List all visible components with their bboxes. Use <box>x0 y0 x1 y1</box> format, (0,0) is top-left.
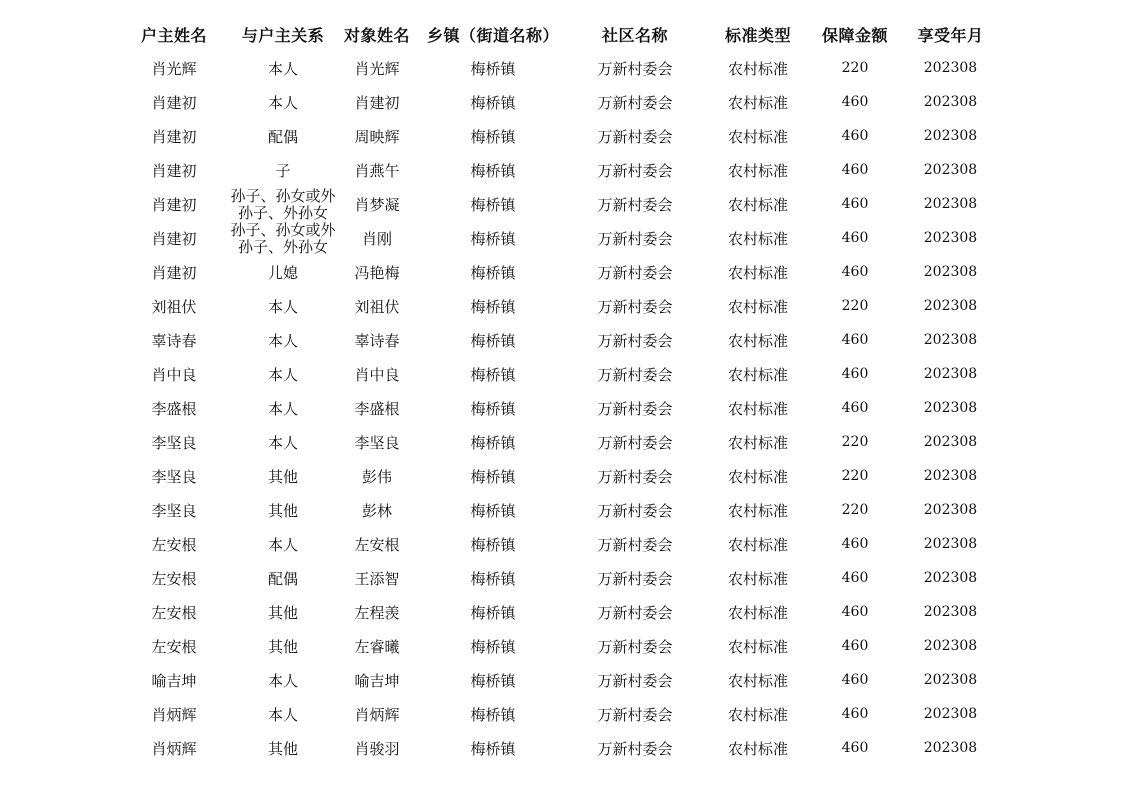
benefit-roster-table <box>118 17 1005 765</box>
recipient-name-cell: 肖燕午 <box>354 161 400 180</box>
household-head-cell: 李坚良 <box>151 467 197 486</box>
recipient-name-cell: 肖光辉 <box>354 59 400 78</box>
community-cell: 万新村委会 <box>597 467 673 486</box>
table-row <box>118 663 1005 697</box>
header-recipient-name: 对象姓名 <box>343 25 410 45</box>
period-cell: 202308 <box>923 196 978 212</box>
table-row <box>118 85 1005 119</box>
table-row <box>118 425 1005 459</box>
community-cell: 万新村委会 <box>597 535 673 554</box>
header-township: 乡镇（街道名称） <box>426 25 559 45</box>
standard-type-cell: 农村标准 <box>727 297 788 316</box>
household-head-cell: 李坚良 <box>151 501 197 520</box>
household-head-cell: 肖建初 <box>151 229 197 248</box>
amount-cell: 220 <box>841 298 869 314</box>
table-row <box>118 561 1005 595</box>
township-cell: 梅桥镇 <box>470 59 516 78</box>
table-row <box>118 391 1005 425</box>
amount-cell: 460 <box>841 400 869 416</box>
township-cell: 梅桥镇 <box>470 705 516 724</box>
amount-cell: 460 <box>841 536 869 552</box>
household-head-cell: 李坚良 <box>151 433 197 452</box>
table-row <box>118 459 1005 493</box>
amount-cell: 220 <box>841 60 869 76</box>
relation-cell: 配偶 <box>267 569 298 588</box>
community-cell: 万新村委会 <box>597 263 673 282</box>
period-cell: 202308 <box>923 264 978 280</box>
township-cell: 梅桥镇 <box>470 331 516 350</box>
table-row <box>118 119 1005 153</box>
recipient-name-cell: 冯艳梅 <box>354 263 400 282</box>
table-row <box>118 697 1005 731</box>
table-row <box>118 153 1005 187</box>
household-head-cell: 左安根 <box>151 569 197 588</box>
amount-cell: 460 <box>841 366 869 382</box>
township-cell: 梅桥镇 <box>470 535 516 554</box>
header-period: 享受年月 <box>917 25 984 45</box>
relation-cell: 本人 <box>267 93 298 112</box>
relation-text: 孙子、孙女或外孙子、外孙女 <box>230 187 336 221</box>
community-cell: 万新村委会 <box>597 331 673 350</box>
household-head-cell: 喻吉坤 <box>151 671 197 690</box>
standard-type-cell: 农村标准 <box>727 569 788 588</box>
relation-cell: 其他 <box>267 501 298 520</box>
header-amount: 保障金额 <box>821 25 888 45</box>
period-cell: 202308 <box>923 638 978 654</box>
amount-cell: 460 <box>841 706 869 722</box>
community-cell: 万新村委会 <box>597 705 673 724</box>
standard-type-cell: 农村标准 <box>727 739 788 758</box>
standard-type-cell: 农村标准 <box>727 535 788 554</box>
household-head-cell: 左安根 <box>151 637 197 656</box>
standard-type-cell: 农村标准 <box>727 195 788 214</box>
amount-cell: 460 <box>841 332 869 348</box>
period-cell: 202308 <box>923 60 978 76</box>
recipient-name-cell: 肖骏羽 <box>354 739 400 758</box>
table-row <box>118 731 1005 765</box>
standard-type-cell: 农村标准 <box>727 671 788 690</box>
relation-cell: 其他 <box>267 603 298 622</box>
household-head-cell: 肖建初 <box>151 161 197 180</box>
period-cell: 202308 <box>923 740 978 756</box>
table-row <box>118 629 1005 663</box>
table-row <box>118 493 1005 527</box>
table-row <box>118 289 1005 323</box>
period-cell: 202308 <box>923 570 978 586</box>
relation-cell: 本人 <box>267 331 298 350</box>
community-cell: 万新村委会 <box>597 739 673 758</box>
amount-cell: 220 <box>841 502 869 518</box>
household-head-cell: 李盛根 <box>151 399 197 418</box>
recipient-name-cell: 李盛根 <box>354 399 400 418</box>
recipient-name-cell: 辜诗春 <box>354 331 400 350</box>
community-cell: 万新村委会 <box>597 603 673 622</box>
household-head-cell: 左安根 <box>151 535 197 554</box>
community-cell: 万新村委会 <box>597 93 673 112</box>
relation-cell: 本人 <box>267 59 298 78</box>
recipient-name-cell: 肖建初 <box>354 93 400 112</box>
relation-cell: 本人 <box>267 433 298 452</box>
table-row <box>118 221 1005 255</box>
community-cell: 万新村委会 <box>597 671 673 690</box>
amount-cell: 460 <box>841 264 869 280</box>
relation-text: 孙子、孙女或外孙子、外孙女 <box>230 221 336 255</box>
relation-cell: 本人 <box>267 297 298 316</box>
township-cell: 梅桥镇 <box>470 739 516 758</box>
recipient-name-cell: 左睿曦 <box>354 637 400 656</box>
relation-cell <box>230 187 336 221</box>
header-community: 社区名称 <box>601 25 668 45</box>
relation-cell: 本人 <box>267 399 298 418</box>
amount-cell: 460 <box>841 162 869 178</box>
recipient-name-cell: 彭伟 <box>361 467 392 486</box>
standard-type-cell: 农村标准 <box>727 59 788 78</box>
township-cell: 梅桥镇 <box>470 229 516 248</box>
header-standard-type: 标准类型 <box>724 25 791 45</box>
standard-type-cell: 农村标准 <box>727 161 788 180</box>
household-head-cell: 肖建初 <box>151 195 197 214</box>
township-cell: 梅桥镇 <box>470 569 516 588</box>
community-cell: 万新村委会 <box>597 195 673 214</box>
community-cell: 万新村委会 <box>597 433 673 452</box>
period-cell: 202308 <box>923 672 978 688</box>
household-head-cell: 肖建初 <box>151 263 197 282</box>
period-cell: 202308 <box>923 400 978 416</box>
standard-type-cell: 农村标准 <box>727 365 788 384</box>
amount-cell: 460 <box>841 196 869 212</box>
township-cell: 梅桥镇 <box>470 297 516 316</box>
community-cell: 万新村委会 <box>597 229 673 248</box>
amount-cell: 220 <box>841 468 869 484</box>
township-cell: 梅桥镇 <box>470 671 516 690</box>
table-row <box>118 323 1005 357</box>
township-cell: 梅桥镇 <box>470 127 516 146</box>
period-cell: 202308 <box>923 162 978 178</box>
township-cell: 梅桥镇 <box>470 637 516 656</box>
amount-cell: 460 <box>841 570 869 586</box>
township-cell: 梅桥镇 <box>470 501 516 520</box>
community-cell: 万新村委会 <box>597 569 673 588</box>
relation-cell: 本人 <box>267 705 298 724</box>
amount-cell: 460 <box>841 94 869 110</box>
period-cell: 202308 <box>923 128 978 144</box>
community-cell: 万新村委会 <box>597 637 673 656</box>
recipient-name-cell: 刘祖伏 <box>354 297 400 316</box>
period-cell: 202308 <box>923 434 978 450</box>
table-row <box>118 51 1005 85</box>
amount-cell: 460 <box>841 128 869 144</box>
relation-cell: 配偶 <box>267 127 298 146</box>
community-cell: 万新村委会 <box>597 297 673 316</box>
period-cell: 202308 <box>923 604 978 620</box>
relation-cell: 本人 <box>267 535 298 554</box>
document-page <box>118 17 1018 765</box>
period-cell: 202308 <box>923 468 978 484</box>
relation-cell: 其他 <box>267 637 298 656</box>
household-head-cell: 左安根 <box>151 603 197 622</box>
period-cell: 202308 <box>923 230 978 246</box>
standard-type-cell: 农村标准 <box>727 637 788 656</box>
header-relation: 与户主关系 <box>241 25 325 45</box>
recipient-name-cell: 彭林 <box>361 501 392 520</box>
table-row <box>118 187 1005 221</box>
relation-cell: 本人 <box>267 365 298 384</box>
period-cell: 202308 <box>923 332 978 348</box>
recipient-name-cell: 喻吉坤 <box>354 671 400 690</box>
household-head-cell: 辜诗春 <box>151 331 197 350</box>
amount-cell: 460 <box>841 638 869 654</box>
table-row <box>118 527 1005 561</box>
amount-cell: 460 <box>841 230 869 246</box>
relation-cell: 其他 <box>267 739 298 758</box>
relation-cell: 子 <box>275 161 291 180</box>
relation-cell <box>230 221 336 255</box>
household-head-cell: 肖光辉 <box>151 59 197 78</box>
recipient-name-cell: 肖梦凝 <box>354 195 400 214</box>
standard-type-cell: 农村标准 <box>727 229 788 248</box>
period-cell: 202308 <box>923 536 978 552</box>
relation-cell: 儿媳 <box>267 263 298 282</box>
standard-type-cell: 农村标准 <box>727 263 788 282</box>
standard-type-cell: 农村标准 <box>727 603 788 622</box>
township-cell: 梅桥镇 <box>470 399 516 418</box>
table-header-row <box>118 17 1005 51</box>
recipient-name-cell: 肖炳辉 <box>354 705 400 724</box>
township-cell: 梅桥镇 <box>470 263 516 282</box>
township-cell: 梅桥镇 <box>470 603 516 622</box>
table-row <box>118 595 1005 629</box>
community-cell: 万新村委会 <box>597 501 673 520</box>
amount-cell: 460 <box>841 604 869 620</box>
period-cell: 202308 <box>923 366 978 382</box>
period-cell: 202308 <box>923 94 978 110</box>
community-cell: 万新村委会 <box>597 399 673 418</box>
recipient-name-cell: 肖刚 <box>361 229 392 248</box>
township-cell: 梅桥镇 <box>470 467 516 486</box>
standard-type-cell: 农村标准 <box>727 467 788 486</box>
standard-type-cell: 农村标准 <box>727 399 788 418</box>
table-row <box>118 255 1005 289</box>
standard-type-cell: 农村标准 <box>727 705 788 724</box>
household-head-cell: 肖中良 <box>151 365 197 384</box>
township-cell: 梅桥镇 <box>470 93 516 112</box>
community-cell: 万新村委会 <box>597 161 673 180</box>
household-head-cell: 肖炳辉 <box>151 739 197 758</box>
standard-type-cell: 农村标准 <box>727 331 788 350</box>
relation-cell: 其他 <box>267 467 298 486</box>
standard-type-cell: 农村标准 <box>727 93 788 112</box>
table-row <box>118 357 1005 391</box>
period-cell: 202308 <box>923 706 978 722</box>
household-head-cell: 肖炳辉 <box>151 705 197 724</box>
amount-cell: 220 <box>841 434 869 450</box>
township-cell: 梅桥镇 <box>470 161 516 180</box>
household-head-cell: 肖建初 <box>151 127 197 146</box>
community-cell: 万新村委会 <box>597 365 673 384</box>
recipient-name-cell: 肖中良 <box>354 365 400 384</box>
household-head-cell: 刘祖伏 <box>151 297 197 316</box>
township-cell: 梅桥镇 <box>470 195 516 214</box>
community-cell: 万新村委会 <box>597 127 673 146</box>
header-household-head: 户主姓名 <box>140 25 207 45</box>
township-cell: 梅桥镇 <box>470 433 516 452</box>
amount-cell: 460 <box>841 672 869 688</box>
standard-type-cell: 农村标准 <box>727 127 788 146</box>
standard-type-cell: 农村标准 <box>727 501 788 520</box>
relation-cell: 本人 <box>267 671 298 690</box>
recipient-name-cell: 左程羡 <box>354 603 400 622</box>
township-cell: 梅桥镇 <box>470 365 516 384</box>
recipient-name-cell: 李坚良 <box>354 433 400 452</box>
recipient-name-cell: 周映辉 <box>354 127 400 146</box>
standard-type-cell: 农村标准 <box>727 433 788 452</box>
recipient-name-cell: 左安根 <box>354 535 400 554</box>
period-cell: 202308 <box>923 502 978 518</box>
community-cell: 万新村委会 <box>597 59 673 78</box>
amount-cell: 460 <box>841 740 869 756</box>
recipient-name-cell: 王添智 <box>354 569 400 588</box>
period-cell: 202308 <box>923 298 978 314</box>
household-head-cell: 肖建初 <box>151 93 197 112</box>
